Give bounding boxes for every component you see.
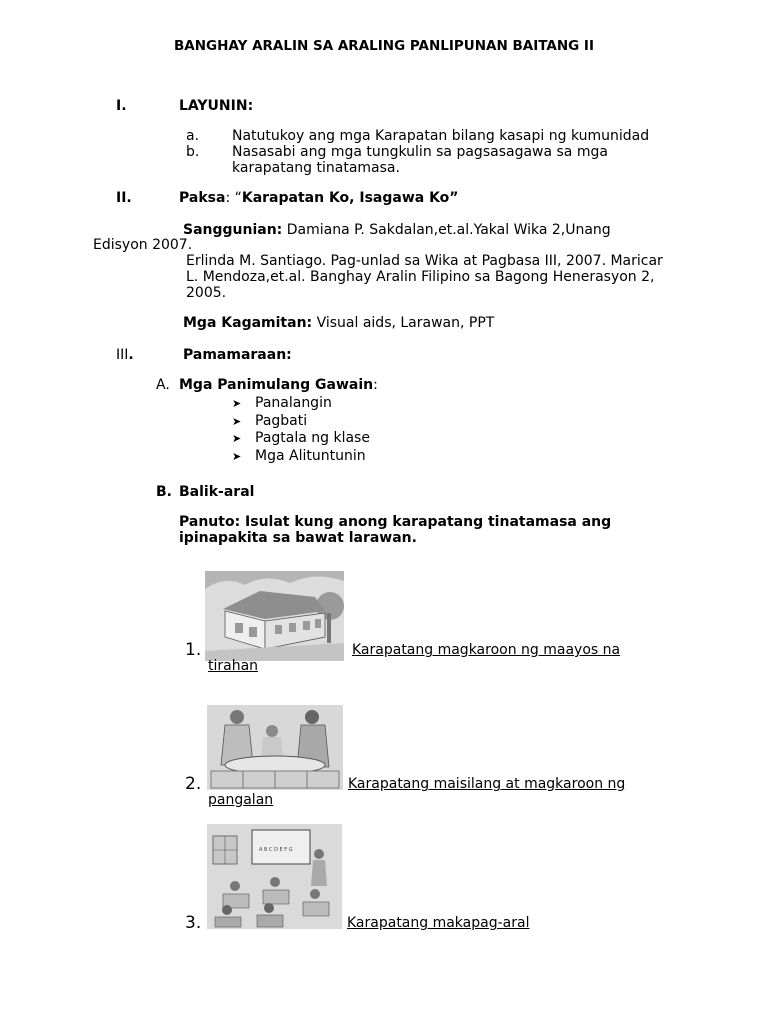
- picture-1-answer: Karapatang magkaroon ng maayos na: [352, 642, 621, 658]
- sanggunian-ref-2: Erlinda M. Santiago. Pag-unlad sa Wika at Pagbasa III, 2007. Maricar: [186, 253, 663, 269]
- objective-b-text: Nasasabi ang mga tungkulin sa pagsasagawa sa mga: [232, 144, 608, 160]
- instruction-line-1: Panuto: Isulat kung anong karapatang tinatamasa ang: [179, 514, 612, 530]
- objective-a-letter: a.: [186, 128, 200, 144]
- picture-3-answer: Karapatang makapag-aral: [347, 915, 530, 931]
- section-3-numeral: [116, 347, 134, 363]
- section-1-heading: LAYUNIN:: [179, 98, 254, 114]
- picture-3-number: 3.: [185, 913, 202, 933]
- picture-1-answer-cont: tirahan: [208, 658, 259, 674]
- classroom-picture: [207, 824, 342, 929]
- part-a-colon: :: [373, 377, 378, 393]
- arrowhead-bullet-icon: ➤: [232, 432, 242, 445]
- sanggunian-label: Sanggunian:: [183, 222, 283, 238]
- sanggunian-line: [183, 222, 611, 238]
- paksa-label: Paksa: [179, 190, 226, 206]
- arrowhead-bullet-icon: ➤: [232, 397, 242, 410]
- paksa-separator: : “: [225, 190, 242, 206]
- activity-item: Mga Alituntunin: [255, 448, 366, 464]
- picture-2-number: 2.: [185, 774, 202, 794]
- arrowhead-bullet-icon: ➤: [232, 415, 242, 428]
- sanggunian-ref-1: Damiana P. Sakdalan,et.al.Yakal Wika 2,Unang: [282, 222, 611, 238]
- sanggunian-ref-2-cont: L. Mendoza,et.al. Banghay Aralin Filipino sa Bagong Henerasyon 2,: [186, 269, 655, 285]
- paksa-line: [179, 190, 459, 206]
- chalkboard-text: A B C D E F G: [259, 847, 293, 853]
- section-2-numeral: II.: [116, 190, 132, 206]
- page-title: BANGHAY ARALIN SA ARALING PANLIPUNAN BAITANG II: [174, 38, 594, 54]
- activity-item: Panalangin: [255, 395, 332, 411]
- part-a-line: [179, 377, 378, 393]
- activity-item: Pagtala ng klase: [255, 430, 370, 446]
- objective-b-letter: b.: [186, 144, 200, 160]
- part-b-heading: Balik-aral: [179, 484, 255, 500]
- kagamitan-line: [183, 315, 494, 331]
- house-picture: [205, 571, 344, 661]
- section-3-numeral-dot: .: [128, 347, 134, 363]
- picture-2-answer-cont: pangalan: [208, 792, 274, 808]
- kagamitan-value: Visual aids, Larawan, PPT: [312, 315, 495, 331]
- objective-b-text-cont: karapatang tinatamasa.: [232, 160, 400, 176]
- activity-item: Pagbati: [255, 413, 308, 429]
- birth-picture: [207, 705, 343, 790]
- part-a-heading: Mga Panimulang Gawain: [179, 377, 374, 393]
- sanggunian-ref-1-cont: Edisyon 2007.: [93, 237, 193, 253]
- arrowhead-bullet-icon: ➤: [232, 450, 242, 463]
- part-b-letter: B.: [156, 484, 172, 500]
- picture-2-answer: Karapatang maisilang at magkaroon ng: [348, 776, 626, 792]
- section-3-numeral-text: III: [116, 347, 129, 363]
- objective-a-text: Natutukoy ang mga Karapatan bilang kasapi ng kumunidad: [232, 128, 650, 144]
- paksa-value: Karapatan Ko, Isagawa Ko”: [241, 190, 459, 206]
- section-1-numeral: I.: [116, 98, 127, 114]
- kagamitan-label: Mga Kagamitan:: [183, 315, 313, 331]
- part-a-letter: A.: [156, 377, 170, 393]
- sanggunian-ref-2-year: 2005.: [186, 285, 227, 301]
- section-3-heading: Pamamaraan:: [183, 347, 292, 363]
- picture-1-number: 1.: [185, 640, 202, 660]
- instruction-line-2: ipinapakita sa bawat larawan.: [179, 530, 417, 546]
